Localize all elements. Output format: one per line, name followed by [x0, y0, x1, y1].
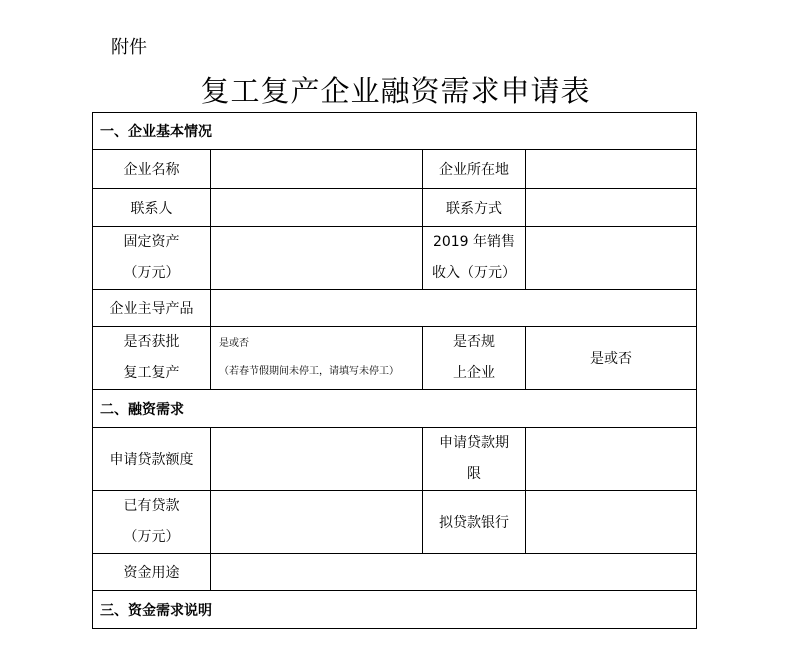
label-main-products: 企业主导产品 — [93, 290, 211, 327]
input-contact-person[interactable] — [211, 189, 423, 227]
label-above-scale — [423, 327, 526, 390]
label-intended-bank: 拟贷款银行 — [423, 491, 526, 554]
label-contact-person: 联系人 — [93, 189, 211, 227]
label-fixed-assets — [93, 227, 211, 290]
section-row-basic — [93, 113, 697, 150]
input-resume-approved[interactable] — [211, 327, 423, 390]
table-row — [93, 491, 697, 554]
label-sales-2019-line1: 2019 年销售 — [432, 234, 516, 250]
input-company-name[interactable] — [211, 150, 423, 189]
input-fund-use[interactable] — [211, 554, 697, 591]
label-fixed-assets-line1: 固定资产 — [123, 234, 180, 250]
section-row-explanation — [93, 591, 697, 629]
resume-answer-hint: 是或否 — [219, 338, 249, 349]
label-loan-term-line2: 限 — [467, 466, 481, 482]
table-row — [93, 554, 697, 591]
section-header-explanation: 三、资金需求说明 — [93, 591, 697, 629]
input-sales-2019[interactable] — [526, 227, 697, 290]
label-loan-amount: 申请贷款额度 — [93, 428, 211, 491]
input-main-products[interactable] — [211, 290, 697, 327]
label-existing-loans — [93, 491, 211, 554]
input-company-location[interactable] — [526, 150, 697, 189]
input-existing-loans[interactable] — [211, 491, 423, 554]
section-row-financing — [93, 390, 697, 428]
table-row — [93, 290, 697, 327]
application-form-table — [92, 112, 697, 629]
input-fixed-assets[interactable] — [211, 227, 423, 290]
input-loan-amount[interactable] — [211, 428, 423, 491]
section-header-financing: 二、融资需求 — [93, 390, 697, 428]
label-sales-2019-line2: 收入（万元） — [432, 265, 516, 281]
label-company-location: 企业所在地 — [423, 150, 526, 189]
label-resume-approved-line1: 是否获批 — [123, 334, 180, 350]
label-contact-method: 联系方式 — [423, 189, 526, 227]
label-fixed-assets-line2: （万元） — [123, 265, 180, 281]
label-existing-loans-line2: （万元） — [123, 529, 180, 545]
label-loan-term — [423, 428, 526, 491]
label-fund-use: 资金用途 — [93, 554, 211, 591]
table-row — [93, 150, 697, 189]
attachment-label: 附件 — [111, 37, 147, 58]
resume-note: （若春节假期间未停工，请填写未停工） — [219, 366, 399, 377]
table-row — [93, 428, 697, 491]
input-intended-bank[interactable] — [526, 491, 697, 554]
label-sales-2019 — [423, 227, 526, 290]
input-contact-method[interactable] — [526, 189, 697, 227]
input-above-scale[interactable]: 是或否 — [526, 327, 697, 390]
label-company-name: 企业名称 — [93, 150, 211, 189]
label-resume-approved — [93, 327, 211, 390]
table-row — [93, 327, 697, 390]
form-title: 复工复产企业融资需求申请表 — [200, 74, 591, 108]
label-resume-approved-line2: 复工复产 — [123, 365, 180, 381]
section-header-basic: 一、企业基本情况 — [93, 113, 697, 150]
label-existing-loans-line1: 已有贷款 — [123, 498, 180, 514]
label-loan-term-line1: 申请贷款期 — [439, 435, 509, 451]
label-above-scale-line1: 是否规 — [453, 334, 495, 350]
table-row — [93, 227, 697, 290]
input-loan-term[interactable] — [526, 428, 697, 491]
table-row — [93, 189, 697, 227]
label-above-scale-line2: 上企业 — [453, 365, 495, 381]
